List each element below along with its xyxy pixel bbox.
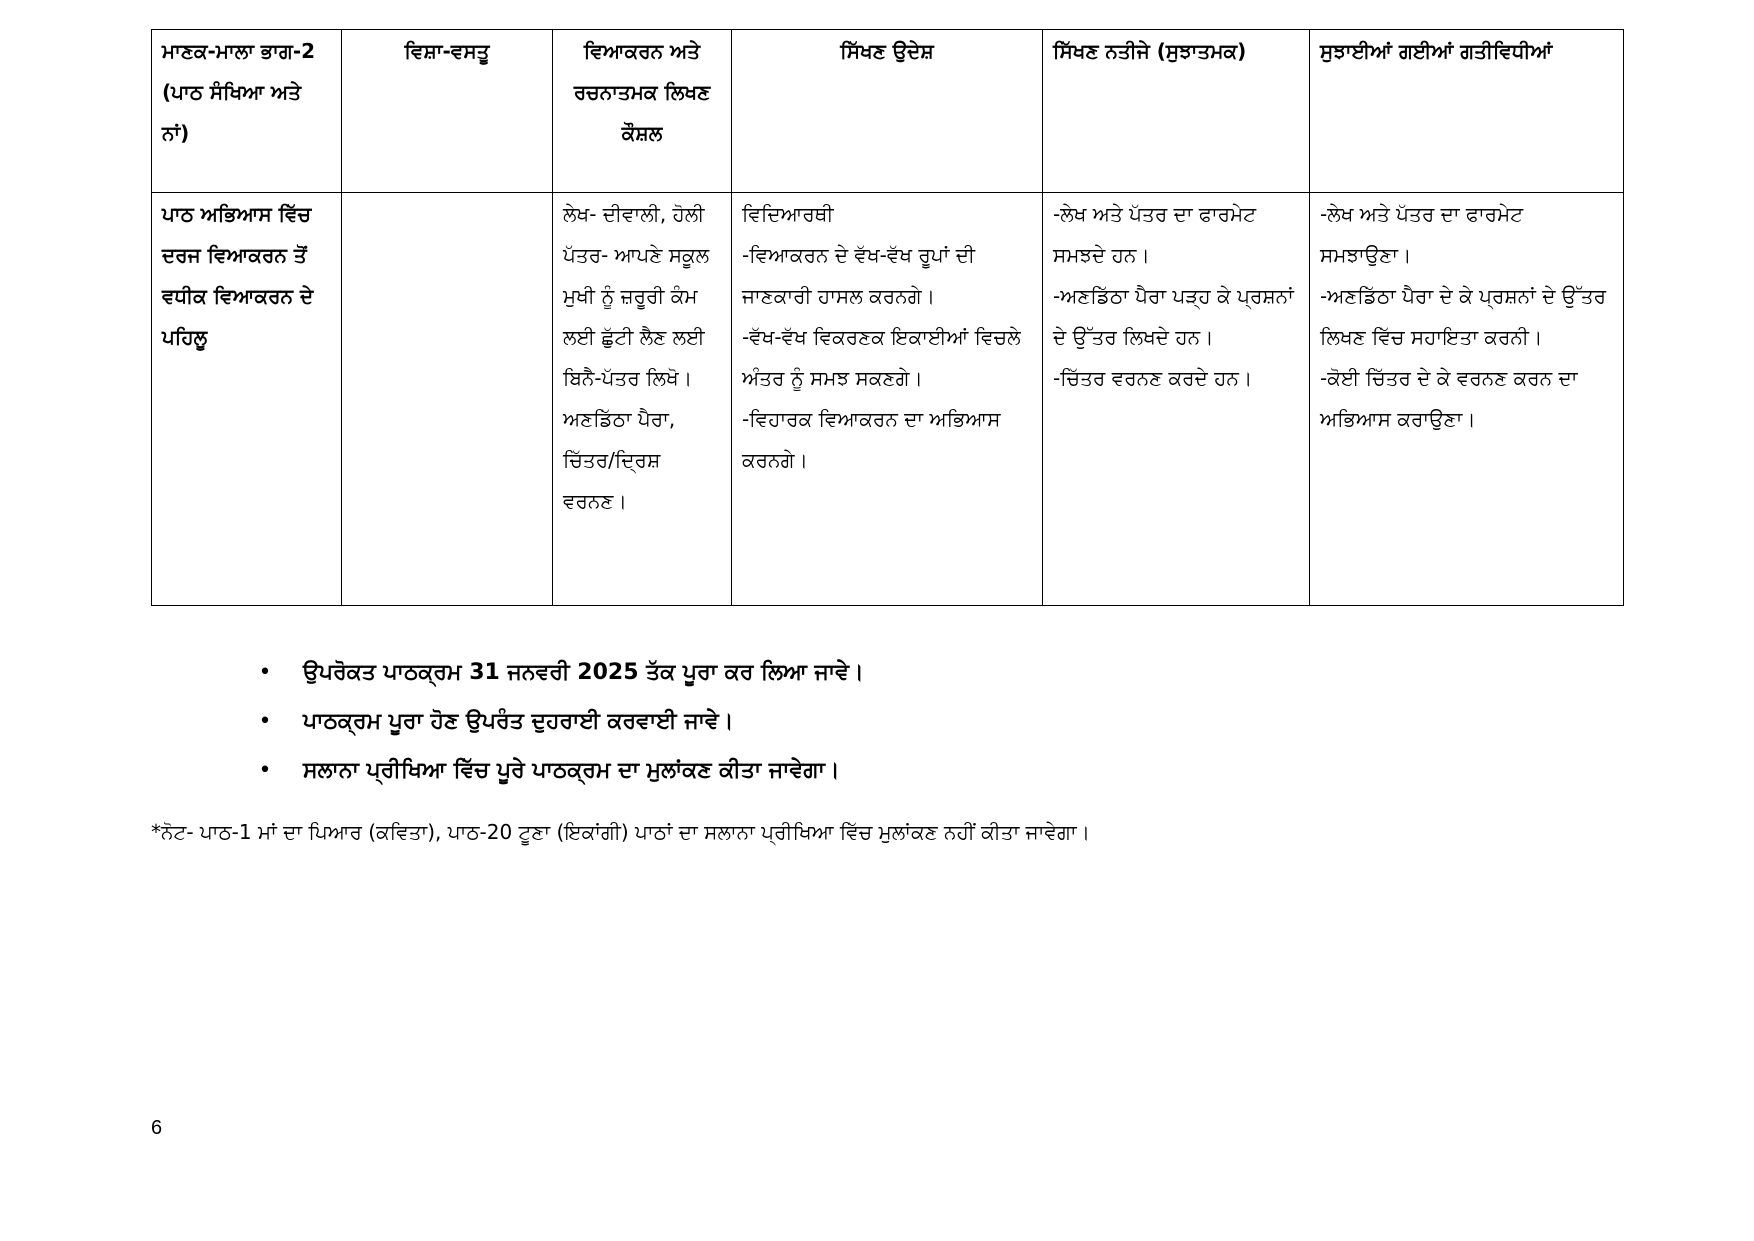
objective-line: -ਵਿਹਾਰਕ ਵਿਆਕਰਨ ਦਾ ਅਭਿਆਸ ਕਰਨਗੇ। [742, 407, 1001, 472]
activity-line: -ਕੋਈ ਚਿੱਤਰ ਦੇ ਕੇ ਵਰਨਣ ਕਰਨ ਦਾ ਅਭਿਆਸ ਕਰਾਉਣਾ। [1320, 366, 1578, 431]
activity-line: -ਲੇਖ ਅਤੇ ਪੱਤਰ ਦਾ ਫਾਰਮੇਟ ਸਮਝਾਉਣਾ। [1320, 202, 1524, 267]
page-number: 6 [151, 1117, 163, 1139]
objective-line: -ਵੱਖ-ਵੱਖ ਵਿਕਰਣਕ ਇਕਾਈਆਂ ਵਿਚਲੇ ਅੰਤਰ ਨੂੰ ਸਮਝ ਸਕਣਗੇ। [742, 325, 1021, 390]
grammar-skill-line: ਪੱਤਰ- ਆਪਣੇ ਸਕੂਲ ਮੁਖੀ ਨੂੰ ਜ਼ਰੂਰੀ ਕੰਮ ਲਈ ਛੁੱਟੀ ਲੈਣ ਲਈ ਬਿਨੈ-ਪੱਤਰ ਲਿਖੋ। [563, 243, 710, 390]
note-text: ਸਲਾਨਾ ਪ੍ਰੀਖਿਆ ਵਿੱਚ ਪੂਰੇ ਪਾਠਕ੍ਰਮ ਦਾ ਮੁਲਾਂਕਣ ਕੀਤਾ ਜਾਵੇਗਾ। [303, 758, 840, 783]
outcome-line: -ਲੇਖ ਅਤੇ ਪੱਤਰ ਦਾ ਫਾਰਮੇਟ ਸਮਝਦੇ ਹਨ। [1053, 202, 1257, 267]
objective-line: -ਵਿਆਕਰਨ ਦੇ ਵੱਖ-ਵੱਖ ਰੂਪਾਂ ਦੀ ਜਾਣਕਾਰੀ ਹਾਸਲ ਕਰਨਗੇ। [742, 243, 975, 308]
header-outcomes: ਸਿੱਖਣ ਨਤੀਜੇ (ਸੁਝਾਤਮਕ) [1043, 30, 1310, 193]
cell-content [342, 193, 553, 606]
list-item [258, 648, 864, 697]
footnote: *ਨੋਟ- ਪਾਠ-1 ਮਾਂ ਦਾ ਪਿਆਰ (ਕਵਿਤਾ), ਪਾਠ-20 ਟੂਣਾ (ਇਕਾਂਗੀ) ਪਾਠਾਂ ਦਾ ਸਲਾਨਾ ਪ੍ਰੀਖਿਆ ਵਿੱਚ ਮੁਲਾਂਕਣ ਨਹੀਂ ਕੀਤਾ ਜਾਵੇਗਾ। [151, 820, 1091, 844]
objective-line: ਵਿਦਿਆਰਥੀ [742, 202, 834, 226]
cell-outcomes [1043, 193, 1310, 606]
cell-activities [1310, 193, 1624, 606]
header-objectives: ਸਿੱਖਣ ਉਦੇਸ਼ [732, 30, 1043, 193]
outcome-line: -ਚਿੱਤਰ ਵਰਨਣ ਕਰਦੇ ਹਨ। [1053, 366, 1253, 390]
list-item [258, 697, 864, 746]
note-text: ਪਾਠਕ੍ਰਮ ਪੂਰਾ ਹੋਣ ਉਪਰੰਤ ਦੁਹਰਾਈ ਕਰਵਾਈ ਜਾਵੇ। [303, 709, 734, 734]
cell-lesson: ਪਾਠ ਅਭਿਆਸ ਵਿੱਚ ਦਰਜ ਵਿਆਕਰਨ ਤੋਂ ਵਧੀਕ ਵਿਆਕਰਨ ਦੇ ਪਹਿਲੂ [152, 193, 342, 606]
cell-grammar-skills [553, 193, 732, 606]
table-header-row [152, 30, 1624, 193]
header-activities: ਸੁਝਾਈਆਂ ਗਈਆਂ ਗਤੀਵਿਧੀਆਂ [1310, 30, 1624, 193]
syllabus-table [151, 29, 1624, 606]
header-content: ਵਿਸ਼ਾ-ਵਸਤੂ [342, 30, 553, 193]
header-grammar-skills: ਵਿਆਕਰਨ ਅਤੇ ਰਚਨਾਤਮਕ ਲਿਖਣ ਕੌਸ਼ਲ [553, 30, 732, 193]
cell-objectives [732, 193, 1043, 606]
header-lesson: ਮਾਣਕ-ਮਾਲਾ ਭਾਗ-2 (ਪਾਠ ਸੰਖਿਆ ਅਤੇ ਨਾਂ) [152, 30, 342, 193]
outcome-line: -ਅਣਡਿੱਠਾ ਪੈਰਾ ਪੜ੍ਹ ਕੇ ਪ੍ਰਸ਼ਨਾਂ ਦੇ ਉੱਤਰ ਲਿਖਦੇ ਹਨ। [1053, 284, 1294, 349]
grammar-skill-line: ਅਣਡਿੱਠਾ ਪੈਰਾ, ਚਿੱਤਰ/ਦ੍ਰਿਸ਼ ਵਰਨਣ। [563, 407, 676, 513]
activity-line: -ਅਣਡਿੱਠਾ ਪੈਰਾ ਦੇ ਕੇ ਪ੍ਰਸ਼ਨਾਂ ਦੇ ਉੱਤਰ ਲਿਖਣ ਵਿੱਚ ਸਹਾਇਤਾ ਕਰਨੀ। [1320, 284, 1606, 349]
bullet-icon: • [258, 758, 272, 783]
note-text: ਉਪਰੋਕਤ ਪਾਠਕ੍ਰਮ 31 ਜਨਵਰੀ 2025 ਤੱਕ ਪੂਰਾ ਕਰ ਲਿਆ ਜਾਵੇ। [303, 660, 864, 685]
bullet-icon: • [258, 709, 272, 734]
list-item [258, 746, 864, 795]
table-row [152, 193, 1624, 606]
bullet-icon: • [258, 660, 272, 685]
notes-list [255, 648, 864, 795]
grammar-skill-line: ਲੇਖ- ਦੀਵਾਲੀ, ਹੋਲੀ [563, 202, 705, 226]
